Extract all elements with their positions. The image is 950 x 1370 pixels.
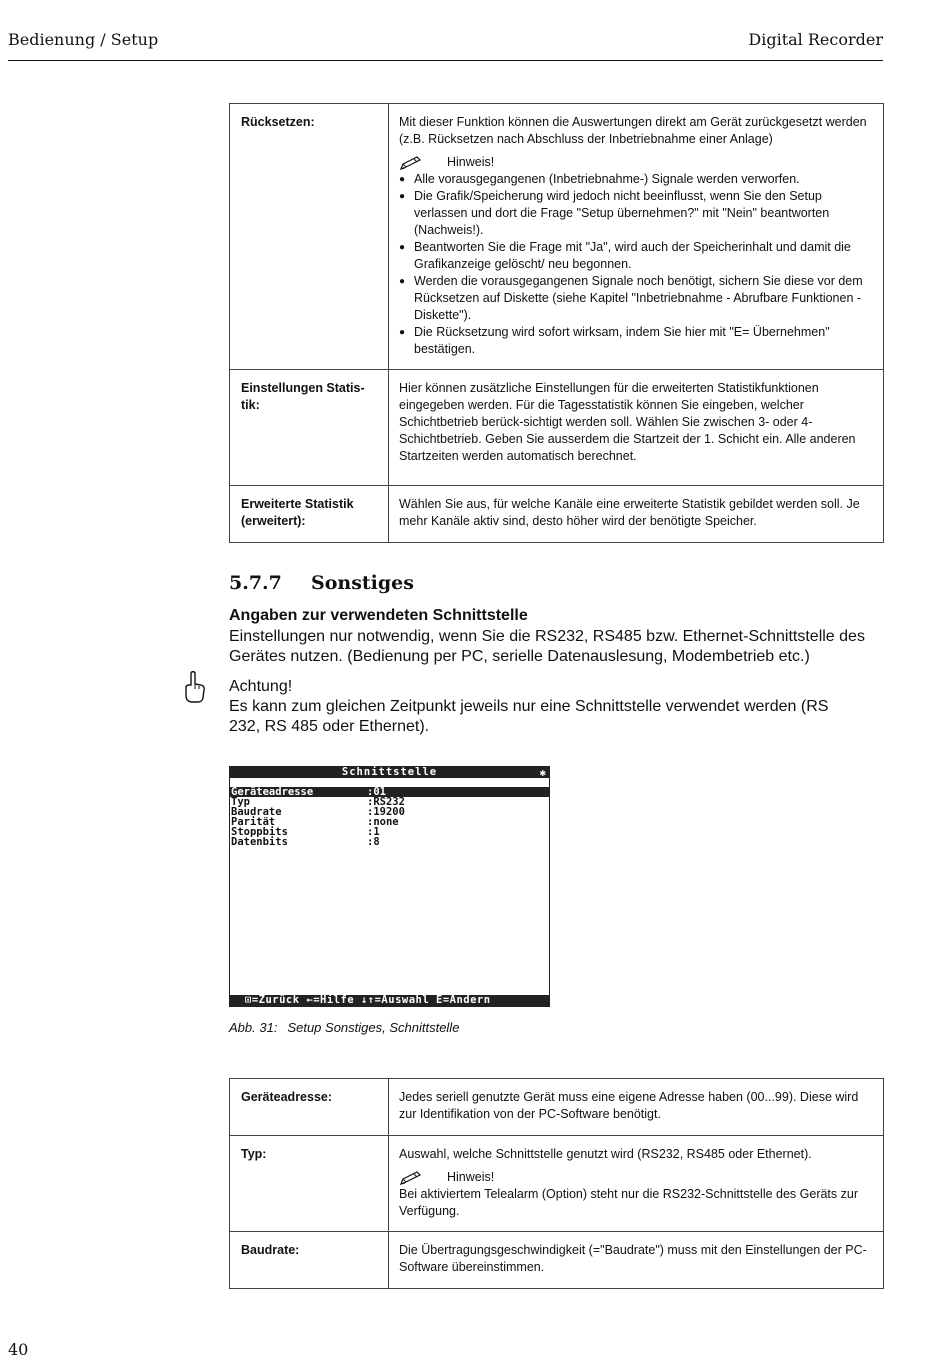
term-cell: Baudrate: [230,1232,389,1289]
menu-item-label: Typ [231,796,250,808]
table-row [230,370,884,486]
description-text: Mit dieser Funktion können die Auswertungen direkt am Gerät zurückgesetzt werden (z.B. Rücksetzen nach Abschluss der Inbetriebnahme einer Anlage) [399,115,867,146]
term-cell: Einstellungen Statis-tik: [230,370,389,486]
note-label: Hinweis! [447,1170,495,1184]
section-title: Sonstiges [311,572,414,594]
menu-item-label: Datenbits [231,836,288,848]
figure-label: Abb. 31: [229,1020,278,1035]
intro-paragraph: Einstellungen nur notwendig, wenn Sie die RS232, RS485 bzw. Ethernet-Schnittstelle des Gerätes nutzen. (Bedienung per PC, serielle Datenauslesung, Modembetrieb etc.) [229,628,865,665]
subheading: Angaben zur verwendeten Schnittstelle [229,607,528,624]
pointing-hand-icon [183,670,207,704]
section-heading [229,572,414,594]
header-product-title: Digital Recorder [748,30,883,49]
note-text: Bei aktiviertem Telealarm (Option) steht nur die RS232-Schnittstelle des Geräts zur Verfügung. [399,1187,858,1218]
list-item: ● Die Rücksetzung wird sofort wirksam, indem Sie hier mit "E= Übernehmen" bestätigen. [399,324,873,358]
menu-item-label: Geräteadresse [231,786,314,798]
menu-item-label: Stoppbits [231,826,288,838]
menu-item-value: :19200 [367,806,405,818]
term-cell: Geräteadresse: [230,1079,389,1136]
menu-item-label: Parität [231,816,276,828]
warning-text: Es kann zum gleichen Zeitpunkt jeweils nur eine Schnittstelle verwendet werden (RS 232, RS 485 oder Ethernet). [229,698,829,735]
term-cell: Rücksetzen: [230,104,389,370]
section-number: 5.7.7 [229,572,282,594]
note [399,154,873,171]
pencil-note-icon [399,155,429,171]
table-row [230,486,884,543]
menu-item-value: :RS232 [367,796,405,808]
header-section-title: Bedienung / Setup [8,30,159,49]
menu-item-datenbits[interactable] [230,837,549,847]
star-icon: ✱ [539,767,546,779]
menu-item-value: :01 [367,786,386,798]
description-cell [389,1136,884,1232]
description-cell: Jedes seriell genutzte Gerät muss eine eigene Adresse haben (00...99). Diese wird zur Identifikation von der PC-Software benötigt. [389,1079,884,1136]
settings-table-2 [229,1078,884,1289]
header-divider [8,60,883,61]
figure-caption-text: Setup Sonstiges, Schnittstelle [287,1020,460,1035]
table-row [230,1232,884,1289]
menu-item-value: :8 [367,836,380,848]
table-row [230,1079,884,1136]
pencil-note-icon [399,1170,429,1186]
list-item: ● Werden die vorausgegangenen Signale noch benötigt, sichern Sie diese vor dem Rücksetzen auf Diskette (siehe Kapitel "Inbetriebnahme - Abrufbare Funktionen - Diskette"). [399,273,873,324]
table-row [230,1136,884,1232]
term-cell: Typ: [230,1136,389,1232]
screen-key-legend: ⊡=Zurück ←=Hilfe ↓↑=Auswahl E=Ändern [230,995,549,1006]
menu-item-label: Baudrate [231,806,282,818]
figure-caption [229,1020,459,1035]
description-text: Auswahl, welche Schnittstelle genutzt wird (RS232, RS485 oder Ethernet). [399,1147,812,1161]
list-item: ● Die Grafik/Speicherung wird jedoch nicht beeinflusst, wenn Sie den Setup verlassen und dort die Frage "Setup übernehmen?" mit "Nein" beantworten (Nachweis!). [399,188,873,239]
menu-item-value: :1 [367,826,380,838]
description-cell: Wählen Sie aus, für welche Kanäle eine erweiterte Statistik gebildet werden soll. Je mehr Kanäle aktiv sind, desto höher wird der benötigte Speicher. [389,486,884,543]
note [399,1169,873,1186]
page-number: 40 [8,1340,29,1359]
list-item: ● Beantworten Sie die Frage mit "Ja", wird auch der Speicherinhalt und damit die Grafikanzeige gelöscht/ neu begonnen. [399,239,873,273]
table-row [230,104,884,370]
description-cell: Hier können zusätzliche Einstellungen für die erweiterten Statistikfunktionen eingegeben werden. Für die Tagesstatistik können Sie eingeben, welcher Schichtbetrieb berück-sichtigt werden soll. Wählen Sie zwischen 3- oder 4-Schichtbetrieb. Geben Sie ausserdem die Startzeit der 1. Schicht ein. Alle anderen Startzeiten werden automatisch berechnet. [389,370,884,486]
note-label: Hinweis! [447,155,495,169]
warning-title: Achtung! [229,678,293,695]
screen-title: Schnittstelle [230,767,549,778]
term-cell: Erweiterte Statistik (erweitert): [230,486,389,543]
list-item: ● Alle vorausgegangenen (Inbetriebnahme-) Signale werden verworfen. [399,171,873,188]
description-cell [389,104,884,370]
description-cell: Die Übertragungsgeschwindigkeit (="Baudrate") muss mit den Einstellungen der PC-Software übereinstimmen. [389,1232,884,1289]
device-screen [229,766,550,1007]
settings-table-1 [229,103,884,543]
menu-item-value: :none [367,816,399,828]
note-bullets [399,171,873,358]
